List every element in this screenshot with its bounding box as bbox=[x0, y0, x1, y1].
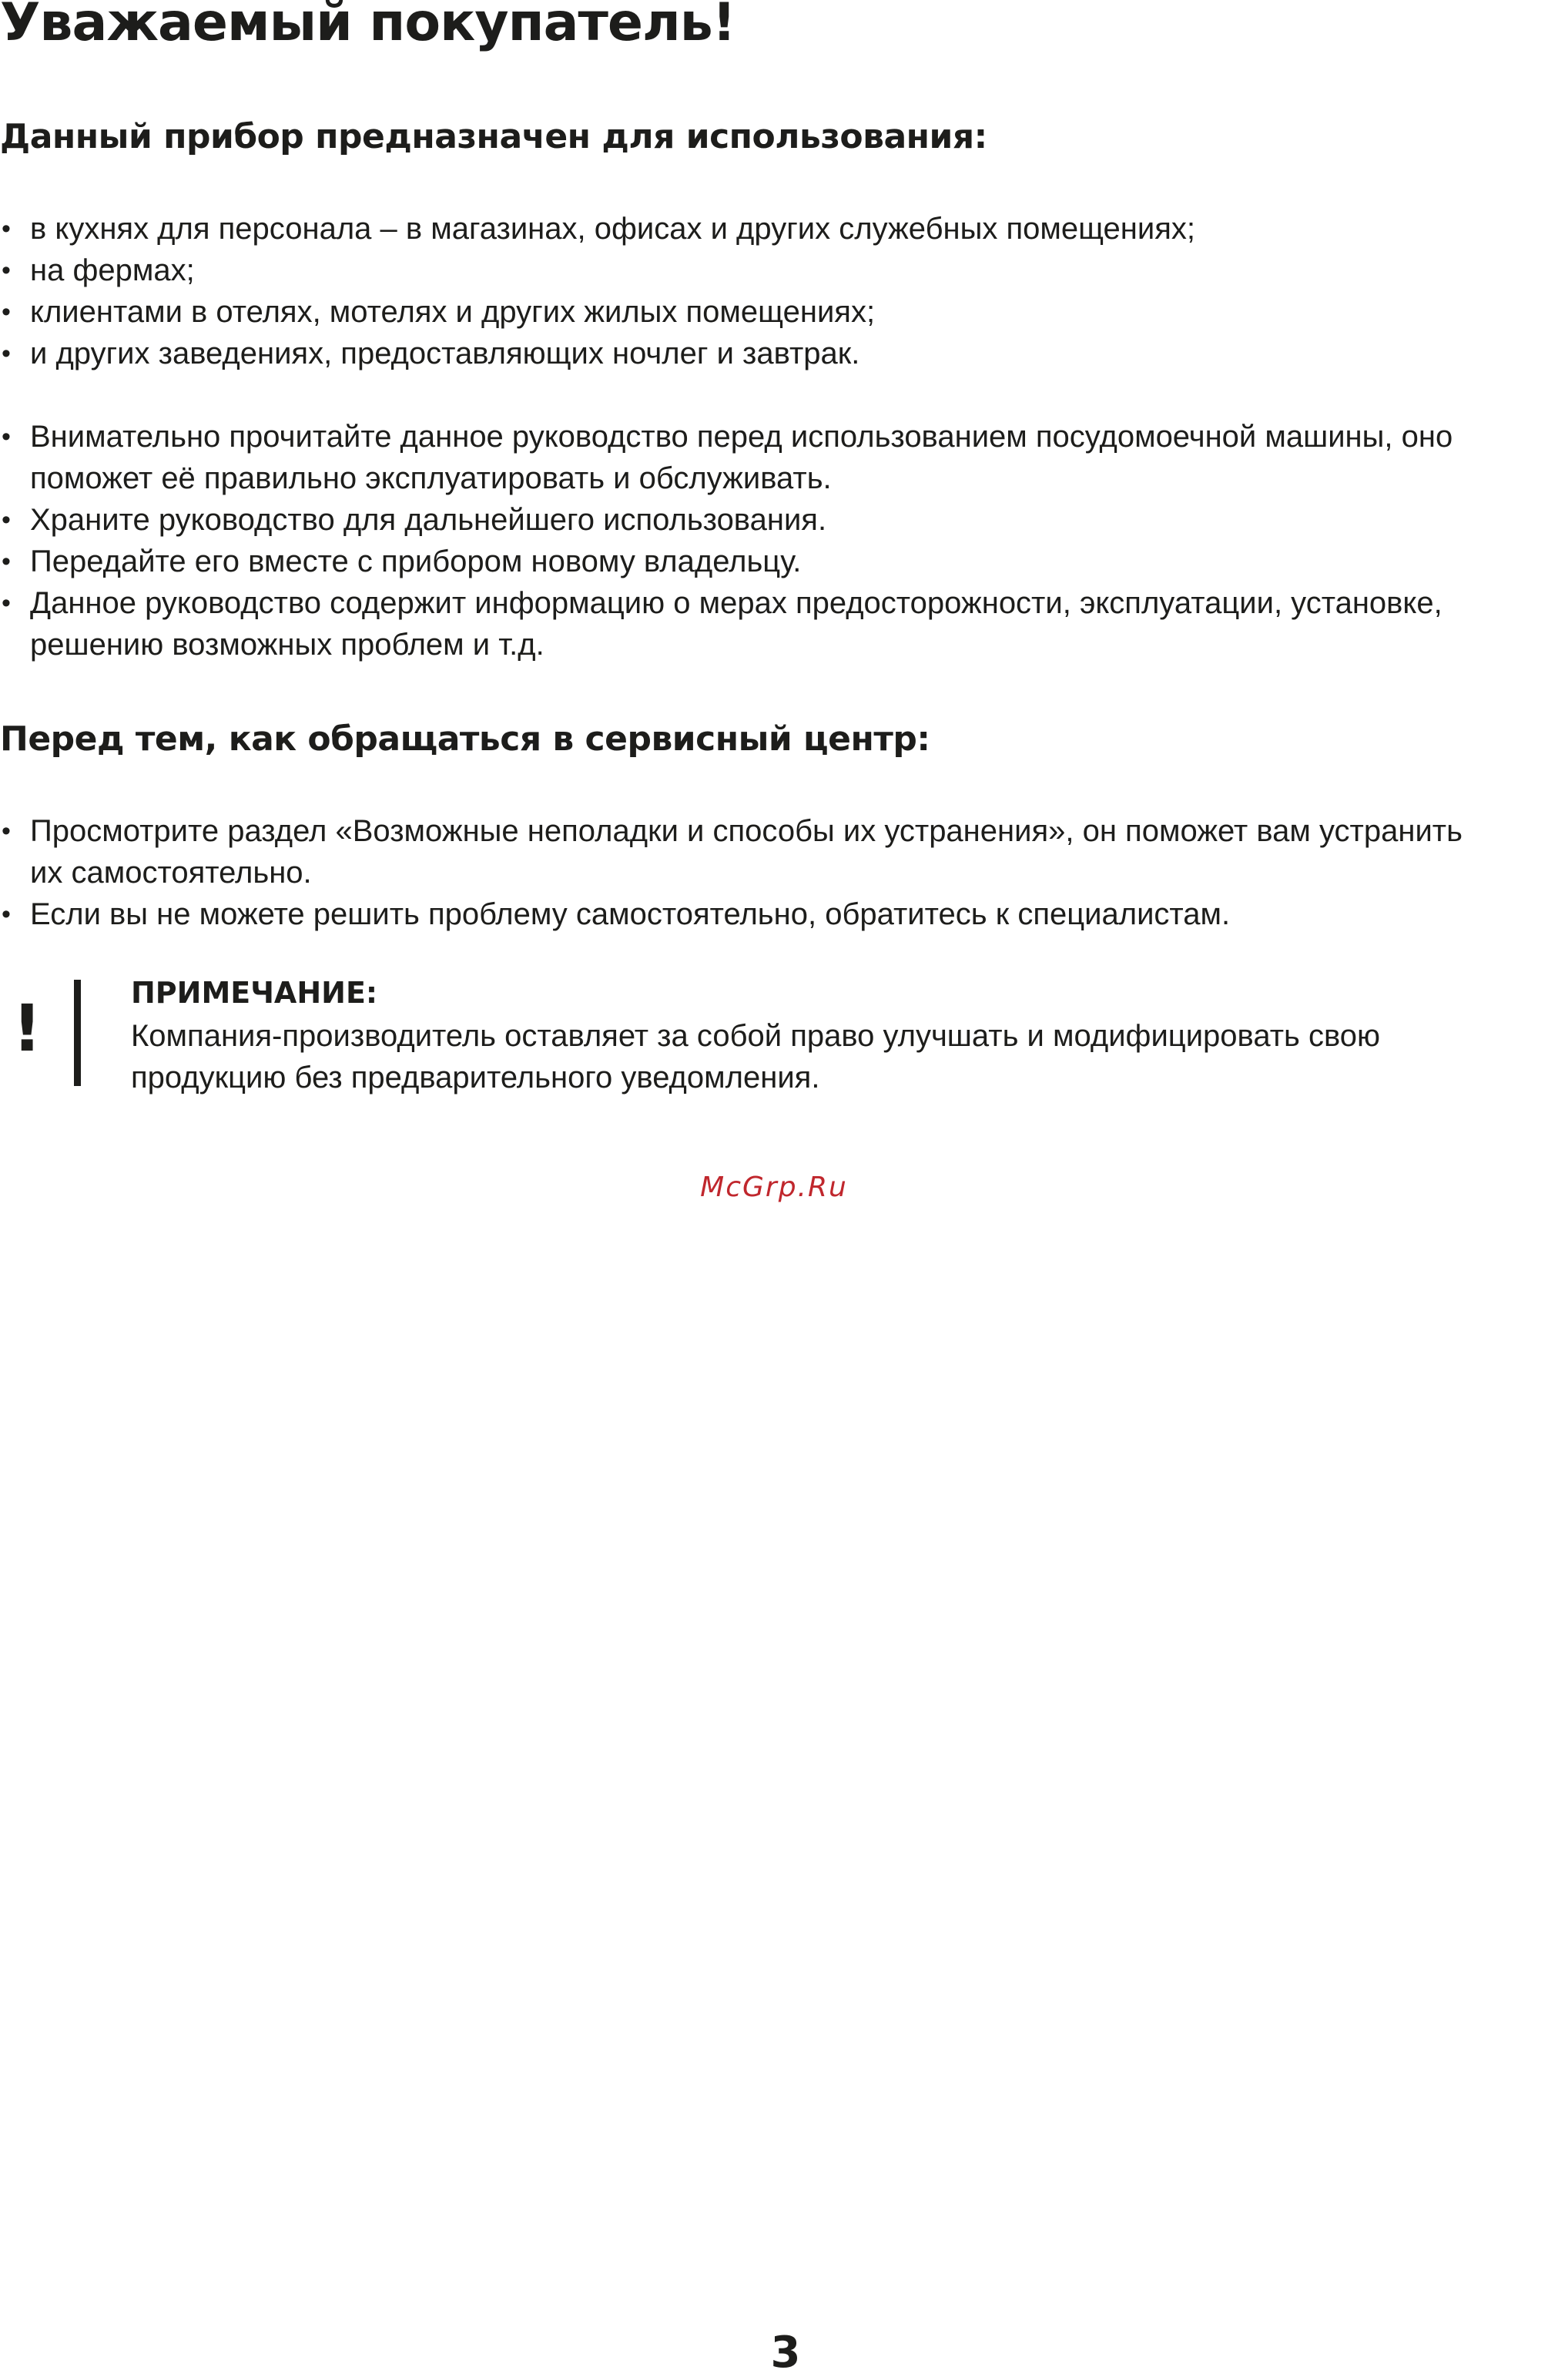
list-item: • Внимательно прочитайте данное руководство перед использованием посудомоечной машины, оно поможет её правильно эксплуатировать и обслуживать. bbox=[0, 416, 1548, 499]
note-divider bbox=[74, 980, 81, 1086]
page-number: 3 bbox=[770, 2328, 801, 2378]
list-item: • клиентами в отелях, мотелях и других жилых помещениях; bbox=[0, 291, 1548, 333]
bullet-icon: • bbox=[2, 588, 11, 618]
list-item: • Храните руководство для дальнейшего использования. bbox=[0, 499, 1548, 541]
list-item: • Если вы не можете решить проблему самостоятельно, обратитесь к специалистам. bbox=[0, 893, 1548, 935]
bullet-icon: • bbox=[2, 900, 11, 929]
list-item: • Данное руководство содержит информацию о мерах предосторожности, эксплуатации, установке, решению возможных проблем и т.д. bbox=[0, 582, 1548, 665]
bullet-icon: • bbox=[2, 256, 11, 285]
service-heading: Перед тем, как обращаться в сервисный центр: bbox=[0, 719, 930, 759]
list-item: • в кухнях для персонала – в магазинах, офисах и других служебных помещениях; bbox=[0, 208, 1548, 250]
bullet-icon: • bbox=[2, 422, 11, 451]
bullet-icon: • bbox=[2, 297, 11, 327]
bullet-icon: • bbox=[2, 214, 11, 243]
bullet-icon: • bbox=[2, 505, 11, 535]
page-title: Уважаемый покупатель! bbox=[0, 0, 735, 53]
list-item: • Просмотрите раздел «Возможные неполадки и способы их устранения», он поможет вам устранить их самостоятельно. bbox=[0, 810, 1548, 893]
list-item: • Передайте его вместе с прибором новому владельцу. bbox=[0, 541, 1548, 582]
service-list bbox=[0, 810, 1548, 935]
watermark: McGrp.Ru bbox=[700, 1172, 848, 1203]
intended-use-list bbox=[0, 208, 1548, 374]
list-item: • на фермах; bbox=[0, 250, 1548, 291]
intended-use-heading: Данный прибор предназначен для использования: bbox=[0, 117, 987, 156]
manual-notes-list bbox=[0, 416, 1548, 665]
bullet-icon: • bbox=[2, 339, 11, 368]
exclamation-icon: ! bbox=[12, 991, 42, 1066]
note-text: Компания-производитель оставляет за собой право улучшать и модифицировать свою продукцию без предварительного уведомления. bbox=[131, 1019, 1381, 1094]
bullet-icon: • bbox=[2, 816, 11, 846]
bullet-icon: • bbox=[2, 547, 11, 576]
note-title: ПРИМЕЧАНИЕ: bbox=[131, 976, 378, 1010]
list-item: • и других заведениях, предоставляющих ночлег и завтрак. bbox=[0, 333, 1548, 374]
